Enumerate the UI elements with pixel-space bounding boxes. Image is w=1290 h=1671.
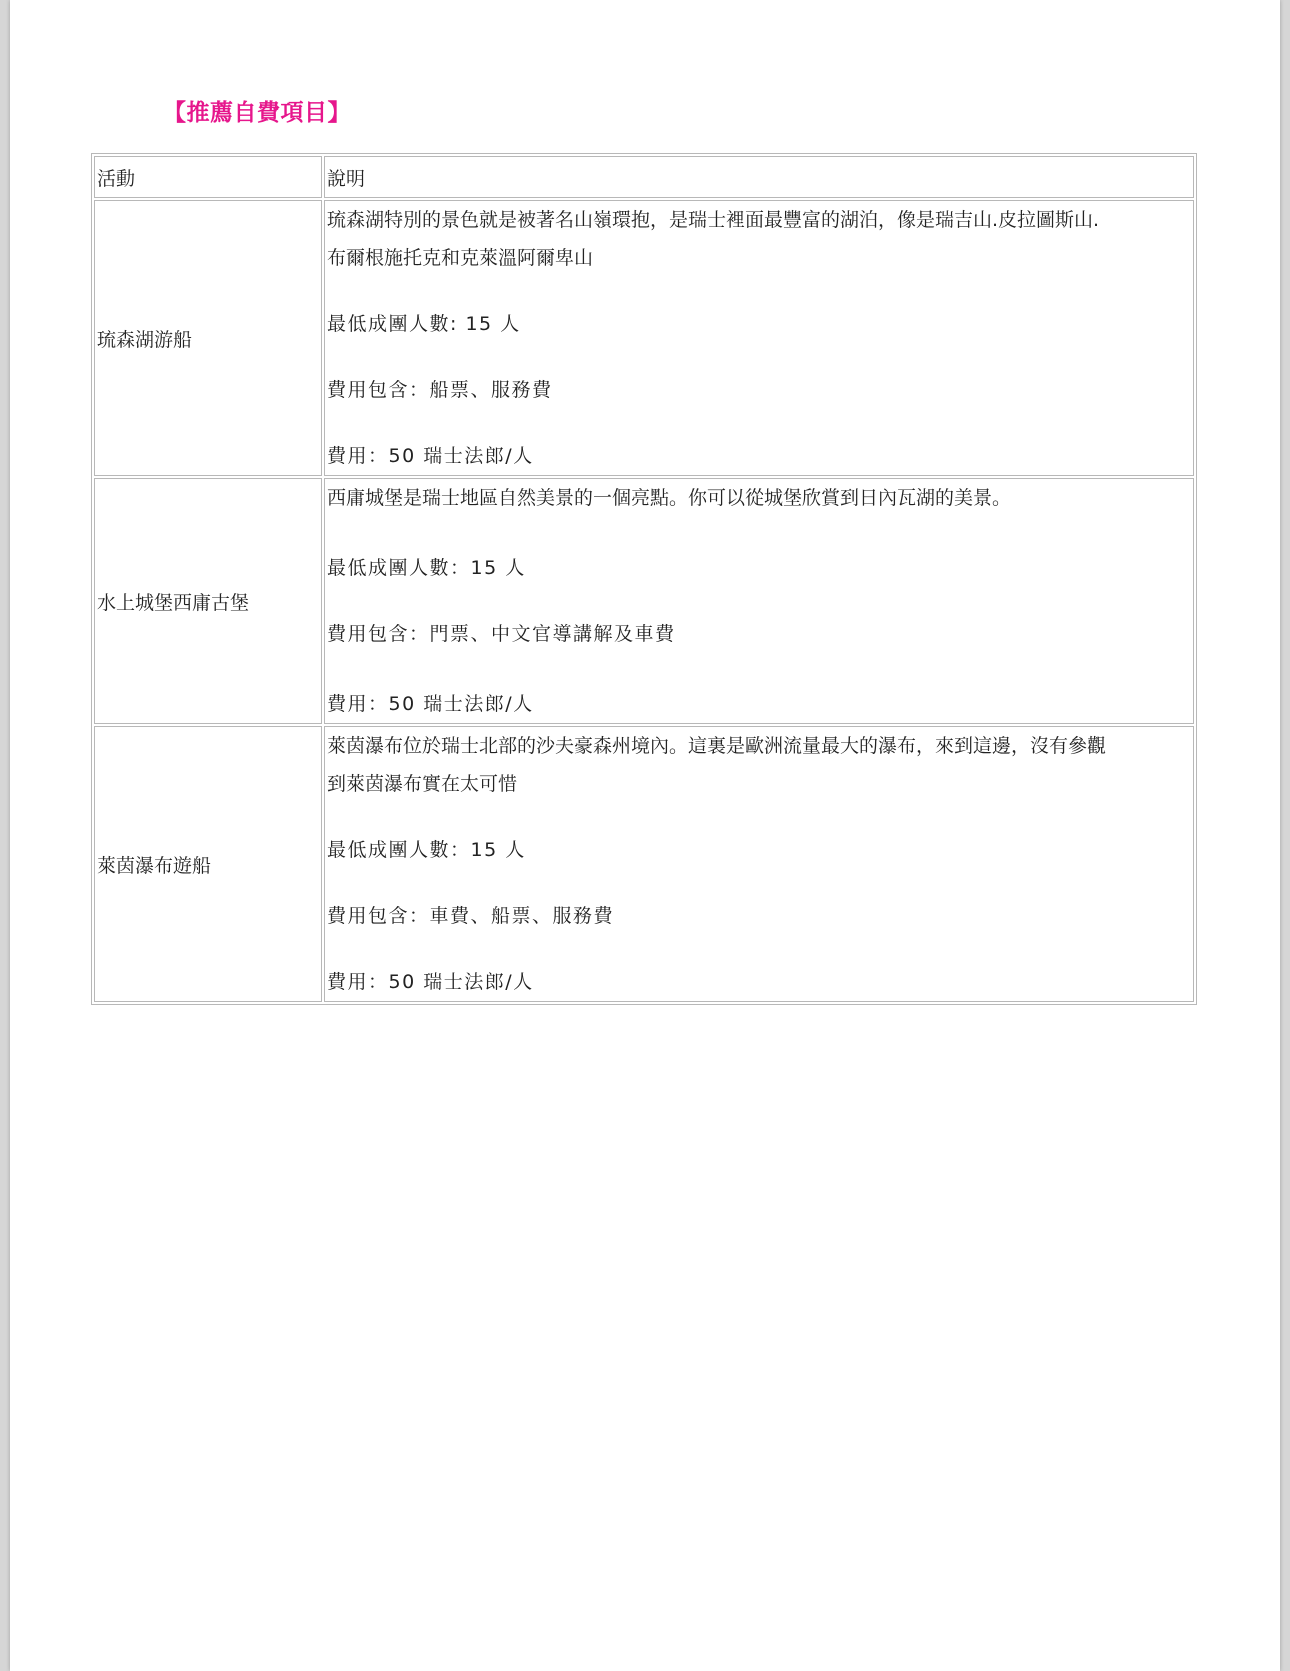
min-group-size: 最低成團人數：15 人 (327, 557, 526, 579)
fee-includes: 費用包含：船票、服務費 (327, 379, 553, 401)
fee-price: 費用：50 瑞士法郎/人 (327, 693, 534, 715)
header-description: 說明 (324, 156, 1194, 198)
description-text: 西庸城堡是瑞士地區自然美景的一個亮點。你可以從城堡欣賞到日內瓦湖的美景。 (327, 487, 1012, 509)
description-text: 到萊茵瀑布實在太可惜 (327, 773, 518, 795)
min-group-size: 最低成團人數：15 人 (327, 839, 526, 861)
description-text: 萊茵瀑布位於瑞士北部的沙夫豪森州境內。這裏是歐洲流量最大的瀑布，來到這邊，沒有參觀 (327, 735, 1107, 757)
activity-description (324, 200, 1194, 476)
optional-tours-table (91, 153, 1197, 1005)
fee-price: 費用：50 瑞士法郎/人 (327, 445, 534, 467)
fee-includes: 費用包含：門票、中文官導講解及車費 (327, 623, 676, 645)
table-header-row (94, 156, 1194, 198)
activity-name: 水上城堡西庸古堡 (94, 478, 322, 724)
table-row (94, 200, 1194, 476)
fee-includes: 費用包含：車費、船票、服務費 (327, 905, 615, 927)
activity-description (324, 478, 1194, 724)
document-page (10, 0, 1280, 1671)
table-row (94, 478, 1194, 724)
section-title: 【推薦自費項目】 (163, 100, 351, 126)
activity-description (324, 726, 1194, 1002)
activity-name: 萊茵瀑布遊船 (94, 726, 322, 1002)
fee-price: 費用：50 瑞士法郎/人 (327, 971, 534, 993)
header-activity: 活動 (94, 156, 322, 198)
description-text: 琉森湖特別的景色就是被著名山嶺環抱，是瑞士裡面最豐富的湖泊，像是瑞吉山.皮拉圖斯山. (327, 209, 1100, 231)
activity-name: 琉森湖游船 (94, 200, 322, 476)
description-text: 布爾根施托克和克萊溫阿爾卑山 (327, 247, 594, 269)
table-row (94, 726, 1194, 1002)
min-group-size: 最低成團人數: 15 人 (327, 313, 521, 335)
